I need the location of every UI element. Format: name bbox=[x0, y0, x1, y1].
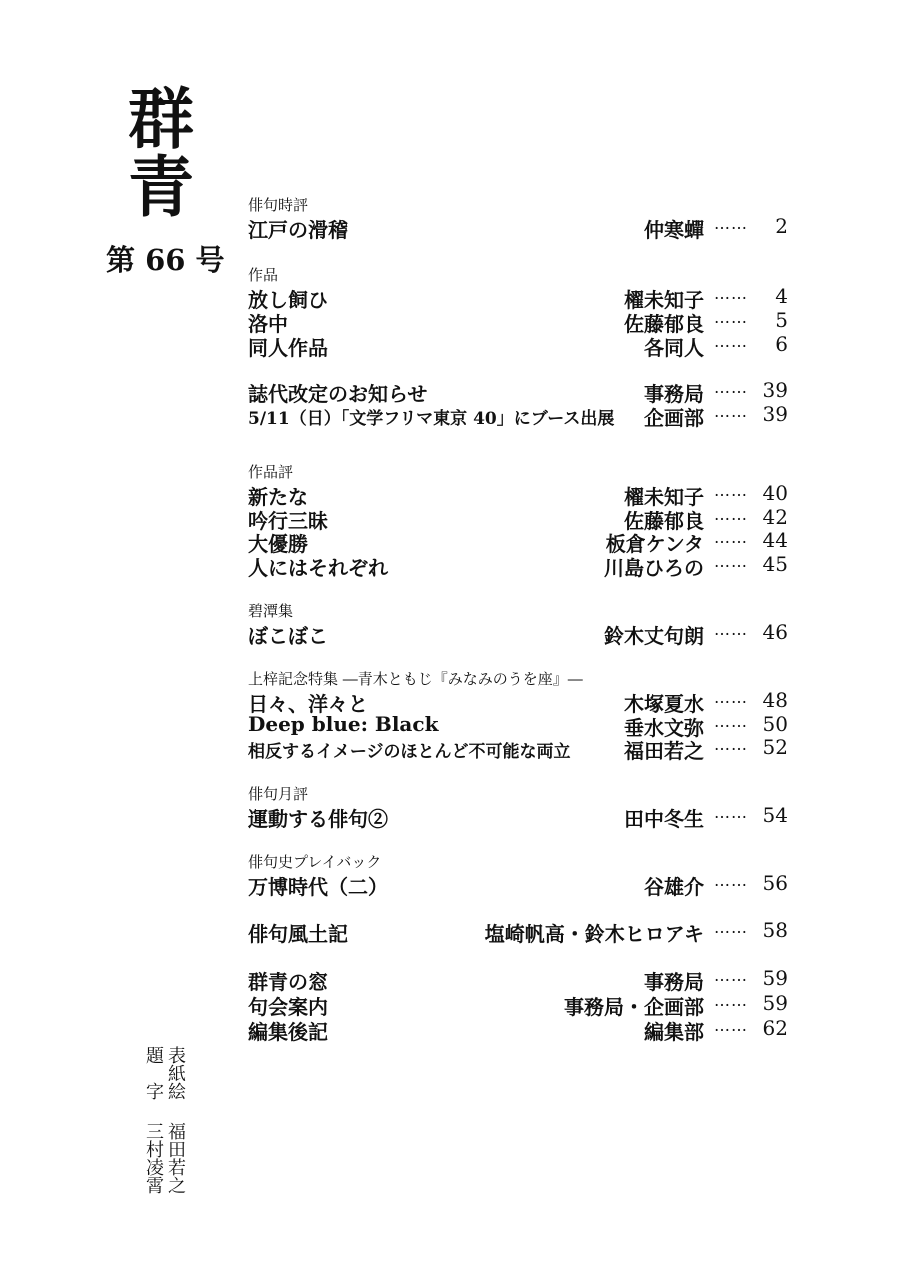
toc-author: 編集部 bbox=[644, 1020, 704, 1044]
toc-row[interactable] bbox=[248, 552, 788, 580]
toc-page: 45 bbox=[762, 552, 788, 576]
toc-leader: …… bbox=[714, 991, 748, 1010]
toc-row[interactable] bbox=[248, 991, 788, 1019]
toc-author: 川島ひろの bbox=[604, 556, 704, 580]
section-label-haiku-geppyo: 俳句月評 bbox=[248, 785, 309, 803]
toc-row[interactable] bbox=[248, 688, 788, 716]
toc-page: 44 bbox=[762, 528, 788, 552]
toc-leader: …… bbox=[714, 966, 748, 985]
toc-page: 62 bbox=[762, 1016, 788, 1040]
toc-title: 吟行三昧 bbox=[248, 509, 328, 533]
toc-page: 40 bbox=[762, 481, 788, 505]
toc-author: 各同人 bbox=[644, 336, 704, 360]
credit-cover-label: 表紙絵 bbox=[165, 1046, 186, 1100]
title-char-1: 群 bbox=[128, 80, 194, 158]
toc-author: 櫂未知子 bbox=[624, 485, 704, 509]
toc-title: 句会案内 bbox=[248, 995, 328, 1019]
section-label-hekitanshu: 碧潭集 bbox=[248, 602, 294, 620]
toc-author: 企画部 bbox=[644, 406, 704, 430]
toc-author: 塩崎帆高・鈴木ヒロアキ bbox=[484, 922, 704, 946]
toc-row[interactable] bbox=[248, 505, 788, 533]
toc-leader: …… bbox=[714, 803, 748, 822]
toc-leader: …… bbox=[714, 620, 748, 639]
toc-title: 同人作品 bbox=[248, 336, 328, 360]
toc-page: 39 bbox=[762, 402, 788, 426]
toc-leader: …… bbox=[714, 481, 748, 500]
toc-page: 58 bbox=[762, 918, 788, 942]
title-char-2: 青 bbox=[128, 148, 194, 226]
toc-row[interactable] bbox=[248, 378, 788, 406]
toc-author: 垂水文弥 bbox=[624, 716, 704, 740]
toc-leader: …… bbox=[714, 871, 748, 890]
toc-leader: …… bbox=[714, 552, 748, 571]
toc-author: 板倉ケンタ bbox=[605, 532, 704, 556]
toc-row[interactable] bbox=[248, 712, 788, 740]
toc-page: 52 bbox=[762, 735, 788, 759]
toc-leader: …… bbox=[714, 378, 748, 397]
toc-row[interactable] bbox=[248, 308, 788, 336]
toc-row[interactable] bbox=[248, 871, 788, 899]
toc-page: 54 bbox=[762, 803, 788, 827]
toc-page: 39 bbox=[762, 378, 788, 402]
toc-title: 人にはそれぞれ bbox=[248, 556, 388, 580]
toc-author: 仲寒蟬 bbox=[644, 218, 704, 242]
toc-page: 46 bbox=[762, 620, 788, 644]
toc-leader: …… bbox=[714, 284, 748, 303]
toc-leader: …… bbox=[714, 918, 748, 937]
toc-title: 相反するイメージのほとんど不可能な両立 bbox=[248, 742, 571, 762]
toc-leader: …… bbox=[714, 1016, 748, 1035]
toc-title: 万博時代（二） bbox=[248, 875, 388, 899]
toc-author: 福田若之 bbox=[624, 739, 704, 763]
toc-page: 48 bbox=[762, 688, 788, 712]
toc-title: 編集後記 bbox=[248, 1020, 328, 1044]
toc-row[interactable] bbox=[248, 803, 788, 831]
toc-leader: …… bbox=[714, 402, 748, 421]
toc-title: ぼこぼこ bbox=[248, 624, 328, 648]
toc-author: 事務局 bbox=[644, 382, 704, 406]
section-label-sakuhin: 作品 bbox=[248, 266, 279, 284]
toc-author: 事務局・企画部 bbox=[564, 995, 704, 1019]
credit-calligraphy-name: 三村凌霄 bbox=[143, 1122, 164, 1194]
toc-title: 日々、洋々と bbox=[248, 692, 368, 716]
toc-page: 42 bbox=[762, 505, 788, 529]
toc-page: 59 bbox=[762, 991, 788, 1015]
toc-title: 群青の窓 bbox=[248, 970, 328, 994]
toc-title: 5/11（日）「文学フリマ東京 40」にブース出展 bbox=[248, 409, 615, 429]
toc-title: 運動する俳句② bbox=[248, 807, 388, 831]
toc-leader: …… bbox=[714, 214, 748, 233]
toc-row[interactable] bbox=[248, 481, 788, 509]
toc-leader: …… bbox=[714, 688, 748, 707]
toc-author: 佐藤郁良 bbox=[624, 312, 704, 336]
toc-row[interactable] bbox=[248, 918, 788, 946]
toc-page: 5 bbox=[775, 308, 788, 332]
toc-leader: …… bbox=[714, 332, 748, 351]
credit-calligraphy bbox=[143, 1046, 163, 1194]
toc-author: 木塚夏水 bbox=[624, 692, 704, 716]
credit-cover bbox=[165, 1046, 185, 1194]
toc-title: 誌代改定のお知らせ bbox=[248, 382, 428, 406]
toc-row[interactable] bbox=[248, 332, 788, 360]
magazine-title bbox=[128, 80, 194, 226]
toc-row[interactable] bbox=[248, 735, 788, 763]
section-label-sakuhinhyo: 作品評 bbox=[248, 463, 294, 481]
toc-title: Deep blue: Black bbox=[248, 712, 439, 736]
toc-row[interactable] bbox=[248, 620, 788, 648]
toc-author: 事務局 bbox=[644, 970, 704, 994]
credit-cover-name: 福田若之 bbox=[165, 1122, 186, 1194]
toc-title: 俳句風土記 bbox=[248, 922, 348, 946]
toc-row[interactable] bbox=[248, 214, 788, 242]
toc-author: 谷雄介 bbox=[644, 875, 704, 899]
toc-title: 新たな bbox=[248, 485, 308, 509]
toc-row[interactable] bbox=[248, 284, 788, 312]
toc-author: 佐藤郁良 bbox=[624, 509, 704, 533]
toc-row[interactable] bbox=[248, 966, 788, 994]
toc-page: 6 bbox=[775, 332, 788, 356]
toc-leader: …… bbox=[714, 505, 748, 524]
toc-author: 田中冬生 bbox=[624, 807, 704, 831]
toc-row[interactable] bbox=[248, 402, 788, 430]
toc-row[interactable] bbox=[248, 528, 788, 556]
toc-page: 56 bbox=[762, 871, 788, 895]
toc-page: 4 bbox=[775, 284, 788, 308]
toc-page: 2 bbox=[775, 214, 788, 238]
toc-title: 大優勝 bbox=[248, 532, 308, 556]
toc-author: 鈴木丈句朗 bbox=[604, 624, 704, 648]
issue-number: 第 66 号 bbox=[106, 243, 225, 277]
section-label-tokushu: 上梓記念特集 ―青木ともじ『みなみのうを座』― bbox=[248, 670, 583, 688]
toc-title: 江戸の滑稽 bbox=[248, 218, 348, 242]
section-label-haiku-jihyo: 俳句時評 bbox=[248, 196, 309, 214]
toc-title: 洛中 bbox=[248, 312, 288, 336]
toc-title: 放し飼ひ bbox=[248, 288, 328, 312]
toc-page: 59 bbox=[762, 966, 788, 990]
credits bbox=[143, 1046, 185, 1194]
toc-author: 櫂未知子 bbox=[624, 288, 704, 312]
toc-page: 50 bbox=[762, 712, 788, 736]
toc-leader: …… bbox=[714, 735, 748, 754]
toc-leader: …… bbox=[714, 528, 748, 547]
toc-leader: …… bbox=[714, 712, 748, 731]
toc-leader: …… bbox=[714, 308, 748, 327]
credit-calligraphy-label: 題 字 bbox=[143, 1046, 164, 1100]
section-label-haikushi-playback: 俳句史プレイバック bbox=[248, 853, 382, 871]
toc-row[interactable] bbox=[248, 1016, 788, 1044]
